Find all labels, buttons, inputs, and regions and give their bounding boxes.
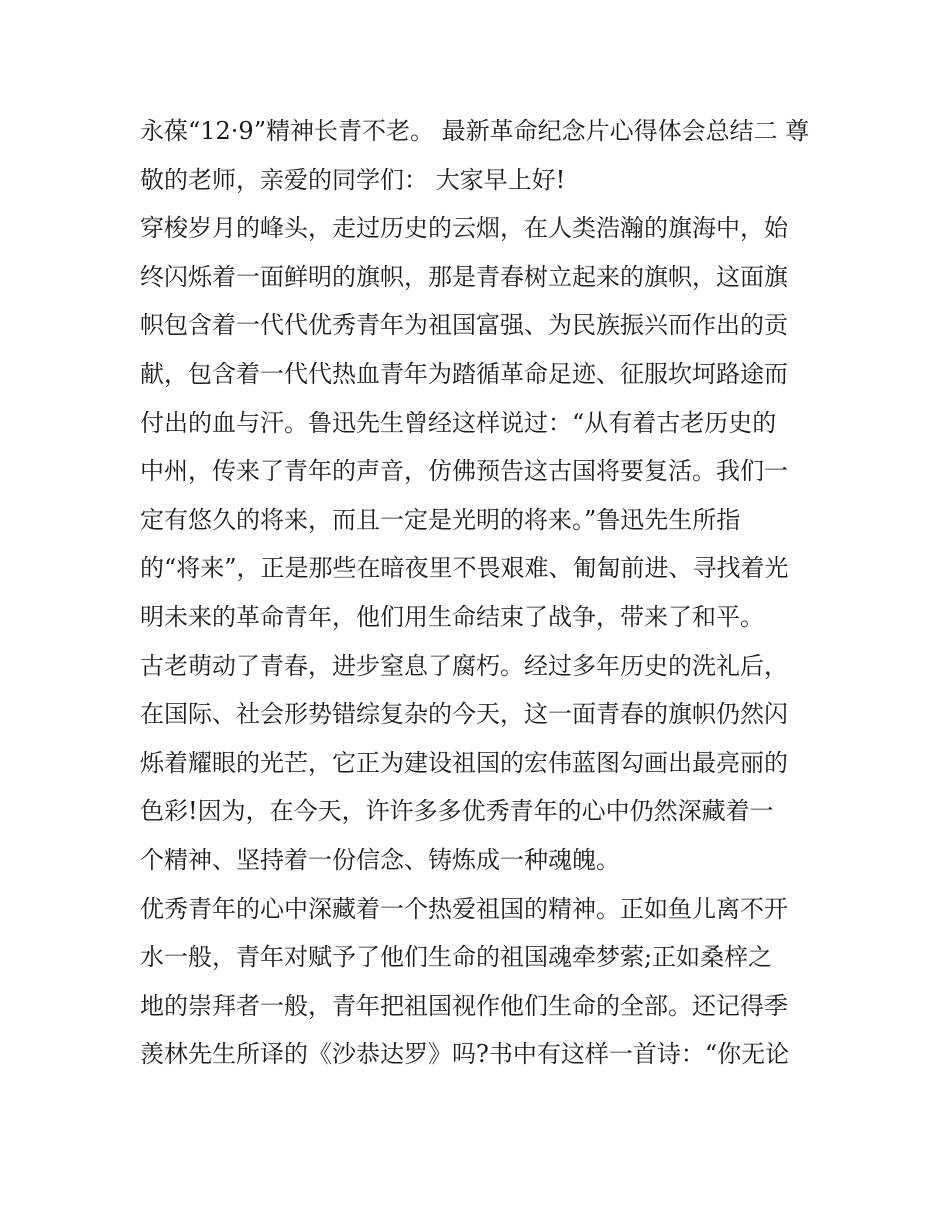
- text-line: 终闪烁着一面鲜明的旗帜，那是青春树立起来的旗帜，这面旗: [140, 262, 788, 291]
- text-line: 永葆“12·9”精神长青不老。 最新革命纪念片心得体会总结二 尊: [140, 117, 810, 145]
- text-line: 在国际、社会形势错综复杂的今天，这一面青春的旗帜仍然闪: [140, 700, 788, 729]
- text-line: 的“将来”，正是那些在暗夜里不畏艰难、匍匐前进、寻找着光: [140, 554, 789, 583]
- text-line: 帜包含着一代代优秀青年为祖国富强、为民族振兴而作出的贡: [140, 311, 788, 340]
- document-body: [140, 107, 815, 1079]
- text-line: 献，包含着一代代热血青年为踏循革命足迹、征服坎坷路途而: [140, 359, 788, 388]
- text-line: 明未来的革命青年，他们用生命结束了战争，带来了和平。: [140, 602, 764, 631]
- text-line: 付出的血与汗。鲁迅先生曾经这样说过：“从有着古老历史的: [140, 408, 777, 437]
- text-line: 穿梭岁月的峰头，走过历史的云烟，在人类浩瀚的旗海中，始: [140, 214, 788, 243]
- text-line: 优秀青年的心中深藏着一个热爱祖国的精神。正如鱼儿离不开: [140, 894, 788, 923]
- text-line: 水一般，青年对赋予了他们生命的祖国魂牵梦萦;正如桑梓之: [140, 943, 773, 972]
- text-line: 个精神、坚持着一份信念、铸炼成一种魂魄。: [140, 845, 620, 874]
- text-line: 烁着耀眼的光芒，它正为建设祖国的宏伟蓝图勾画出最亮丽的: [140, 748, 788, 777]
- text-line: 中州，传来了青年的声音，仿佛预告这古国将要复活。我们一: [140, 457, 788, 486]
- text-line: 色彩!因为，在今天，许许多多优秀青年的心中仍然深藏着一: [140, 797, 774, 826]
- text-line: 敬的老师，亲爱的同学们： 大家早上好!: [140, 165, 566, 194]
- text-line: 定有悠久的将来，而且一定是光明的将来。”鲁迅先生所指: [140, 505, 741, 534]
- text-line: 地的崇拜者一般，青年把祖国视作他们生命的全部。还记得季: [140, 991, 788, 1020]
- text-line: 古老萌动了青春，进步窒息了腐朽。经过多年历史的洗礼后，: [140, 651, 788, 680]
- text-line: 羡林先生所译的《沙恭达罗》吗?书中有这样一首诗：“你无论: [140, 1040, 790, 1069]
